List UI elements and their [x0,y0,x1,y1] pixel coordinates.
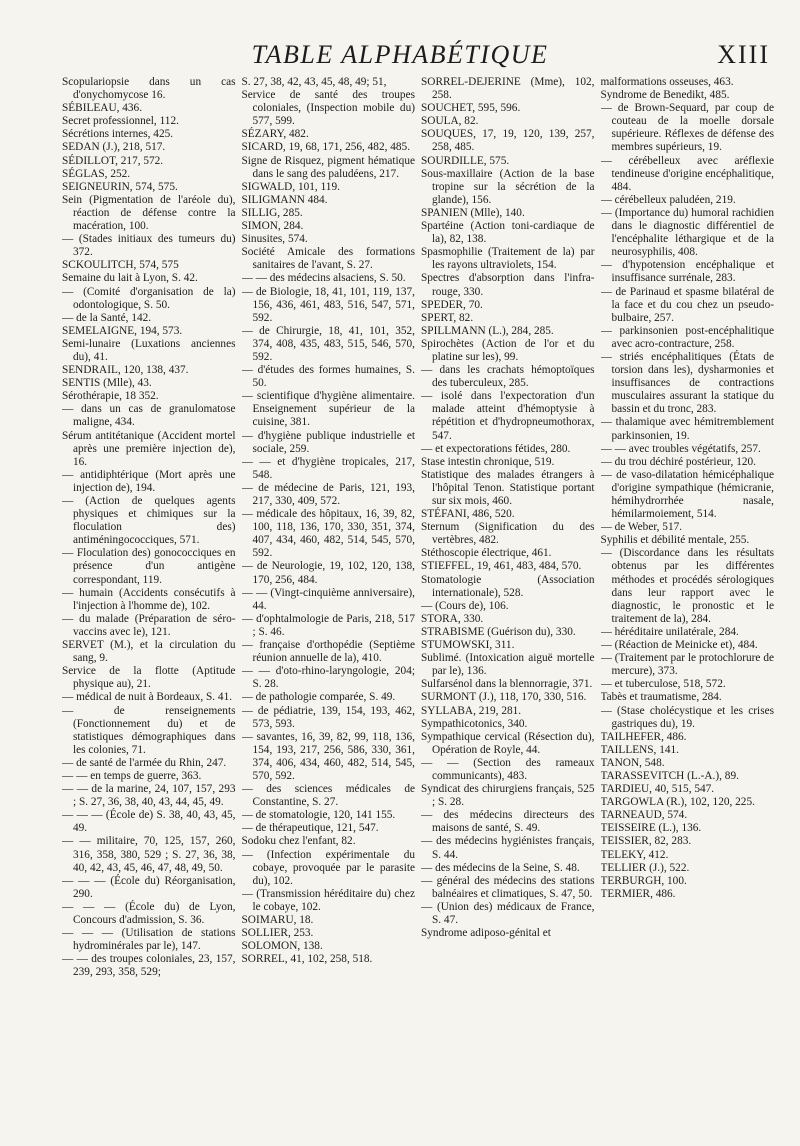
index-entry: SOULA, 82. [421,115,479,128]
index-entry: — (Importance du) humoral rachidien dans le diagnostic différentiel de l'encéphalite léthargique et de la neurosyphilis, 408. [600,206,774,259]
index-entry: Spartéine (Action toni-cardiaque de la), 82, 138. [421,220,595,246]
index-entry: — d'hypotension encéphalique et insuffisance surrénale, 283. [600,259,774,285]
index-entry: — — (Vingt-cinquième anniversaire), 44. [241,586,415,612]
index-entry: — — avec troubles végétatifs, 257. [600,442,761,455]
index-entry: — et expectorations fétides, 280. [421,442,571,455]
index-entry: — de thérapeutique, 121, 547. [241,822,379,835]
index-entry: — (Réaction de Meinicke et), 484. [600,639,758,652]
index-entry: — de pathologie comparée, S. 49. [241,691,396,704]
index-entry: — de Chirurgie, 18, 41, 101, 352, 374, 408, 435, 483, 515, 546, 570, 592. [241,324,415,363]
index-entry: — — des troupes coloniales, 23, 157, 239, 293, 358, 529; [62,953,236,979]
index-entry: SOIMARU, 18. [241,914,314,926]
index-entry: — cérébelleux paludéen, 219. [600,193,736,206]
index-entry: SPILLMANN (L.), 284, 285. [421,324,554,337]
index-columns [62,76,774,1136]
index-entry: SOLOMON, 138. [241,940,323,953]
index-entry: — — (Section des rameaux communicants), 483. [421,756,595,782]
index-entry: Sulfarsénol dans la blennorragie, 371. [421,678,593,691]
index-entry: SORREL-DEJERINE (Mme), 102, 258. [421,76,595,102]
index-entry: — (Action de quelques agents physiques et chimiques sur la floculation des) antiméningococciques, 571. [62,495,236,547]
index-entry: SÉDILLOT, 217, 572. [62,154,164,167]
index-entry: STUMOWSKI, 311. [421,639,515,652]
index-column-1 [62,76,236,1136]
index-entry: Sérothérapie, 18 352. [62,390,159,403]
index-entry: SÉBILEAU, 436. [62,102,143,115]
index-entry: STÉFANI, 486, 520. [421,508,515,521]
index-entry: Sublimé. (Intoxication aiguë mortelle par le), 136. [421,652,595,678]
index-entry: Stase intestin chronique, 519. [421,455,555,468]
index-entry: Sympathique cervical (Résection du), Opération de Royle, 44. [421,730,595,756]
index-entry: Spasmophilie (Traitement de la) par les rayons ultraviolets, 154. [421,246,595,272]
index-entry: — de vaso-dilatation hémicéphalique d'origine sympathique (hémicranie, hémihydrorrhée nasale, hémilarmoiement, 514. [600,468,774,521]
index-entry: Syndrome adiposo-génital et [421,927,551,940]
index-entry: Syndrome de Benedikt, 485. [600,89,730,102]
index-entry: Stomatologie (Association internationale), 528. [421,573,595,599]
index-entry: — thalamique avec hémitremblement parkinsonien, 19. [600,416,774,442]
index-entry: — (Cours de), 106. [421,599,509,612]
index-entry: STORA, 330. [421,612,484,625]
index-entry: TARDIEU, 40, 515, 547. [600,783,715,796]
index-entry: — de renseignements (Fonctionnement du) et de statistiques démographiques dans les colonies, 71. [62,704,236,756]
index-entry: — de pédiatrie, 139, 154, 193, 462, 573, 593. [241,704,415,730]
index-entry: SCKOULITCH, 574, 575 [62,259,179,272]
index-entry: — isolé dans l'expectoration d'un malade atteint d'hémoptysie à répétition et d'hydropneumothorax, 547. [421,390,595,442]
index-entry: SORREL, 41, 102, 258, 518. [241,953,373,966]
index-entry: Syndicat des chirurgiens français, 525 ; S. 28. [421,783,595,809]
index-entry: Service de santé des troupes coloniales, (Inspection mobile du) 577, 599. [241,89,415,128]
index-entry: TANON, 548. [600,756,665,769]
index-entry: Sous-maxillaire (Action de la base tropine sur la sécrétion de la glande), 156. [421,167,595,206]
index-entry: — dans les crachats hémoptoïques des tuberculeux, 285. [421,364,595,390]
index-entry: TERBURGH, 100. [600,874,687,887]
index-column-3 [421,76,595,1136]
index-entry: — du trou déchiré postérieur, 120. [600,455,756,468]
index-entry: — — d'oto-rhino-laryngologie, 204; S. 28. [241,665,415,691]
index-entry: Sérum antitétanique (Accident mortel après une première injection de), 16. [62,429,236,468]
index-entry: Semaine du lait à Lyon, S. 42. [62,272,198,285]
index-entry: Sodoku chez l'enfant, 82. [241,835,356,848]
index-entry: Spirochètes (Action de l'or et du platine sur les), 99. [421,337,595,363]
index-column-2 [242,76,416,1136]
index-entry: S. 27, 38, 42, 43, 45, 48, 49; 51, [241,76,387,88]
index-entry: — scientifique d'hygiène alimentaire. Enseignement supérieur de la cuisine, 381. [241,390,415,429]
index-entry: — (Traitement par le protochlorure de mercure), 373. [600,652,774,678]
index-entry: — d'études des formes humaines, S. 50. [241,364,415,390]
index-entry: — de Parinaud et spasme bilatéral de la face et du cou chez un pseudo-bulbaire, 257. [600,285,774,324]
index-entry: — — — (École de) S. 38, 40, 43, 45, 49. [62,809,236,835]
index-entry: — — des médecins alsaciens, S. 50. [241,272,406,285]
index-entry: — — — (Utilisation de stations hydrominérales par le), 147. [62,927,236,953]
index-entry: — cérébelleux avec aréflexie tendineuse d'origine encéphalitique, 484. [600,154,774,193]
index-entry: SOUQUES, 17, 19, 120, 139, 257, 258, 485. [421,128,595,154]
index-entry: TERMIER, 486. [600,887,676,900]
index-entry: — de Neurologie, 19, 102, 120, 138, 170, 256, 484. [241,560,415,586]
index-entry: — — — (École du) de Lyon, Concours d'admission, S. 36. [62,900,236,926]
index-entry: Sein (Pigmentation de l'aréole du), réaction de défense contre la macération, 100. [62,193,236,233]
index-entry: — Floculation des) gonococciques en présence d'un antigène correspondant, 119. [62,547,236,586]
index-entry: Stéthoscopie électrique, 461. [421,547,552,560]
index-entry: TARNEAUD, 574. [600,809,688,822]
index-entry: SPEDER, 70. [421,298,483,311]
index-entry: — médicale des hôpitaux, 16, 39, 82, 100, 118, 136, 170, 330, 351, 374, 407, 434, 460, 482, 514, 545, 570, 592. [241,508,415,560]
index-entry: — (Comité d'organisation de la) odontologique, S. 50. [62,285,236,311]
index-entry: Sternum (Signification du des vertèbres, 482. [421,521,595,547]
index-entry: — — militaire, 70, 125, 157, 260, 316, 358, 380, 529 ; S. 27, 36, 38, 40, 42, 43, 45, 46, 47, 48, 49, 50. [62,835,236,874]
index-entry: — antidiphtérique (Mort après une injection de), 194. [62,468,236,494]
running-title: TABLE ALPHABÉTIQUE [251,40,549,69]
index-entry: Statistique des malades étrangers à l'hôpital Tenon. Statistique portant sur six mois, 460. [421,468,595,507]
index-entry: SOUCHET, 595, 596. [421,102,521,115]
index-entry: Sécrétions internes, 425. [62,128,174,141]
index-entry: TARGOWLA (R.), 102, 120, 225. [600,796,755,809]
page-number: XIII [717,40,770,69]
index-entry: SIMON, 284. [241,220,304,233]
index-entry: SIGWALD, 101, 119. [241,180,340,193]
index-entry: Spectres d'absorption dans l'infra-rouge, 330. [421,272,595,298]
index-entry: SILIGMANN 484. [241,193,328,206]
index-entry: — de santé de l'armée du Rhin, 247. [62,756,227,769]
index-entry: — des médecins de la Seine, S. 48. [421,861,580,874]
index-entry: — de Weber, 517. [600,521,683,534]
index-entry: Secret professionnel, 112. [62,115,179,128]
index-entry: STIEFFEL, 19, 461, 483, 484, 570. [421,560,582,573]
index-entry: — héréditaire unilatérale, 284. [600,625,739,638]
index-entry: — de Brown-Sequard, par coup de couteau de la moelle dorsale supérieure. Réflexes de défense des membres supérieurs, 19. [600,102,774,154]
index-entry: malformations osseuses, 463. [600,76,734,88]
index-entry: Scopulariopsie dans un cas d'onychomycose 16. [62,76,236,102]
index-entry: SILLIG, 285. [241,206,303,219]
index-entry: — (Discordance dans les résultats obtenus par les différentes méthodes et procédés sérologiques dans leur rapport avec le diagnostic, le pronostic et le traitement de la), 284. [600,547,774,625]
index-entry: SÉGLAS, 252. [62,167,131,180]
index-entry: — d'hygiène publique industrielle et sociale, 259. [241,429,415,455]
index-entry: TAILHEFER, 486. [600,730,687,743]
index-entry: Sinusites, 574. [241,233,308,246]
index-entry: — (Stase cholécystique et les crises gastriques du), 19. [600,704,774,730]
index-entry: SYLLABA, 219, 281. [421,704,522,717]
index-entry: — — et d'hygiène tropicales, 217, 548. [241,455,415,481]
index-entry: SOLLIER, 253. [241,927,314,940]
index-entry: SENDRAIL, 120, 138, 437. [62,364,189,377]
index-entry: — dans un cas de granulomatose maligne, 434. [62,403,236,429]
index-entry: Service de la flotte (Aptitude physique au), 21. [62,665,236,691]
index-entry: — de médecine de Paris, 121, 193, 217, 330, 409, 572. [241,481,415,507]
index-entry: Tabès et traumatisme, 284. [600,691,722,704]
index-entry: — — de la marine, 24, 107, 157, 293 ; S. 27, 36, 38, 40, 43, 44, 45, 49. [62,783,236,809]
index-entry: SÉZARY, 482. [241,128,309,141]
index-entry: TARASSEVITCH (L.-A.), 89. [600,769,739,782]
index-entry: TEISSEIRE (L.), 136. [600,822,702,835]
index-entry: — française d'orthopédie (Septième réunion annuelle de la), 410. [241,639,415,665]
index-entry: SURMONT (J.), 118, 170, 330, 516. [421,691,587,704]
index-entry: — striés encéphalitiques (États de torsion dans les), dysharmonies et insuffisances de contractions musculaires assurant la statique du bassin et du tronc, 283. [600,350,774,416]
index-entry: — savantes, 16, 39, 82, 99, 118, 136, 154, 193, 217, 256, 586, 330, 361, 374, 406, 434, 460, 482, 514, 545, 570, 592. [241,730,415,782]
index-entry: SEMELAIGNE, 194, 573. [62,324,183,337]
index-entry: SICARD, 19, 68, 171, 256, 482, 485. [241,141,411,154]
index-entry: Société Amicale des formations sanitaires de l'avant, S. 27. [241,246,415,272]
index-entry: — parkinsonien post-encéphalitique avec acro-contracture, 258. [600,324,774,350]
index-entry: — (Stades initiaux des tumeurs du) 372. [62,233,236,259]
index-entry: TELEKY, 412. [600,848,669,861]
index-entry: — de Biologie, 18, 41, 101, 119, 137, 156, 436, 461, 483, 516, 547, 571, 592. [241,285,415,324]
index-entry: SERVET (M.), et la circulation du sang, 9. [62,639,236,665]
index-entry: TELLIER (J.), 522. [600,861,690,874]
index-entry: — humain (Accidents consécutifs à l'injection à l'homme de), 102. [62,586,236,612]
index-entry: Syphilis et débilité mentale, 255. [600,534,750,547]
index-entry: SENTIS (Mlle), 43. [62,377,152,390]
index-entry: — de stomatologie, 120, 141 155. [241,809,396,822]
index-entry: TEISSIER, 82, 283. [600,835,692,848]
index-entry: — et tuberculose, 518, 572. [600,678,726,691]
index-entry: STRABISME (Guérison du), 330. [421,625,576,638]
index-entry: SEIGNEURIN, 574, 575. [62,180,178,193]
index-entry: — général des médecins des stations balnéaires et climatiques, S. 47, 50. [421,874,595,900]
index-entry: — — — (École du) Réorganisation, 290. [62,874,236,900]
index-column-4 [601,76,775,1136]
index-entry: — médical de nuit à Bordeaux, S. 41. [62,691,233,704]
index-entry: SOURDILLE, 575. [421,154,510,167]
index-entry: — du malade (Préparation de séro-vaccins avec le), 121. [62,612,236,638]
index-entry: — d'ophtalmologie de Paris, 218, 517 ; S. 46. [241,612,415,638]
index-entry: TAILLENS, 141. [600,743,679,756]
index-entry: SPERT, 82. [421,311,474,324]
index-entry: — (Transmission héréditaire du) chez le cobaye, 102. [241,887,415,913]
index-entry: Signe de Risquez, pigment hématique dans le sang des paludéens, 217. [241,154,415,180]
index-entry: SPANIEN (Mlle), 140. [421,206,525,219]
index-entry: — des médecins hygiénistes français, S. 44. [421,835,595,861]
index-entry: SEDAN (J.), 218, 517. [62,141,166,154]
index-entry: — des sciences médicales de Constantine, S. 27. [241,783,415,809]
index-entry: Sympathicotonics, 340. [421,717,528,730]
page-header [0,40,800,76]
index-entry: — de la Santé, 142. [62,311,152,324]
index-entry: — (Union des) médicaux de France, S. 47. [421,900,595,926]
index-entry: — — en temps de guerre, 363. [62,769,202,782]
index-entry: Semi-lunaire (Luxations anciennes du), 41. [62,337,236,363]
index-entry: — (Infection expérimentale du cobaye, provoquée par le parasite du), 102. [241,848,415,887]
index-entry: — des médecins directeurs des maisons de santé, S. 49. [421,809,595,835]
